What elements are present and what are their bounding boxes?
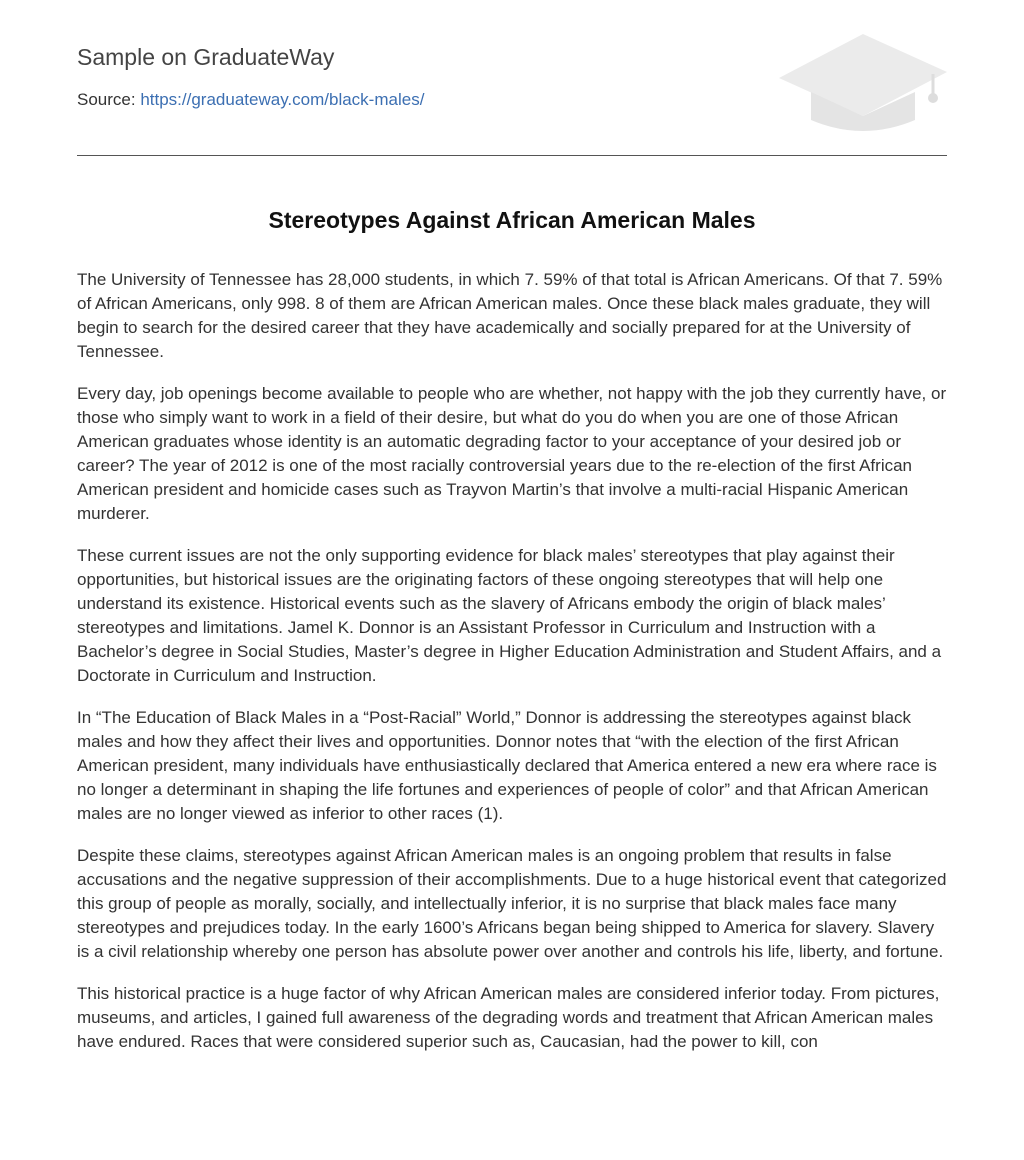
source-label: Source: <box>77 90 136 109</box>
site-name: Sample on GraduateWay <box>77 44 335 70</box>
paragraph: In “The Education of Black Males in a “Post-Racial” World,” Donnor is addressing the stereotypes against black males and how they affect their lives and opportunities. Donnor notes that “with the election of the first African American president, many individuals have enthusiastically declared that America entered a new era where race is no longer a determinant in shaping the life fortunes and experiences of people of color” and that African American males are no longer viewed as inferior to other races (1). <box>77 708 937 823</box>
document-title: Stereotypes Against African American Males <box>268 207 756 233</box>
paragraph: The University of Tennessee has 28,000 students, in which 7. 59% of that total is African Americans. Of that 7. 59% of African Americans, only 998. 8 of them are African American males. Once these black males graduate, they will begin to search for the desired career that they have academically and socially prepared for at the University of Tennessee. <box>77 270 943 361</box>
source-link[interactable]: https://graduateway.com/black-males/ <box>140 90 425 109</box>
paragraph: Despite these claims, stereotypes against African American males is an ongoing problem that results in false accusations and the negative suppression of their accomplishments. Due to a huge historical event that categorized this group of people as morally, socially, and intellectually inferior, it is no surprise that black males face many stereotypes and prejudices today. In the early 1600’s Africans began being shipped to America for slavery. Slavery is a civil relationship whereby one person has absolute power over another and controls his life, liberty, and fortune. <box>77 846 947 961</box>
source-line <box>77 90 424 110</box>
paragraph: This historical practice is a huge factor of why African American males are considered inferior today. From pictures, museums, and articles, I gained full awareness of the degrading words and treatment that African American males have endured. Races that were considered superior such as, Caucasian, had the power to kill, con <box>77 984 940 1051</box>
header-divider <box>77 155 947 156</box>
paragraph: Every day, job openings become available to people who are whether, not happy with the job they currently have, or those who simply want to work in a field of their desire, but what do you do when you are one of those African American graduates whose identity is an automatic degrading factor to your acceptance of your desired job or career? The year of 2012 is one of the most racially controversial years due to the re-election of the first African American president and homicide cases such as Trayvon Martin’s that involve a multi-racial Hispanic American murderer. <box>77 384 947 523</box>
paragraph: These current issues are not the only supporting evidence for black males’ stereotypes that play against their opportunities, but historical issues are the originating factors of these ongoing stereotypes that will help one understand its existence. Historical events such as the slavery of Africans embody the origin of black males’ stereotypes and limitations. Jamel K. Donnor is an Assistant Professor in Curriculum and Instruction with a Bachelor’s degree in Social Studies, Master’s degree in Higher Education Administration and Student Affairs, and a Doctorate in Curriculum and Instruction. <box>77 546 942 685</box>
article-body <box>77 268 949 1072</box>
page-header <box>77 0 947 156</box>
graduation-cap-icon <box>779 30 947 134</box>
